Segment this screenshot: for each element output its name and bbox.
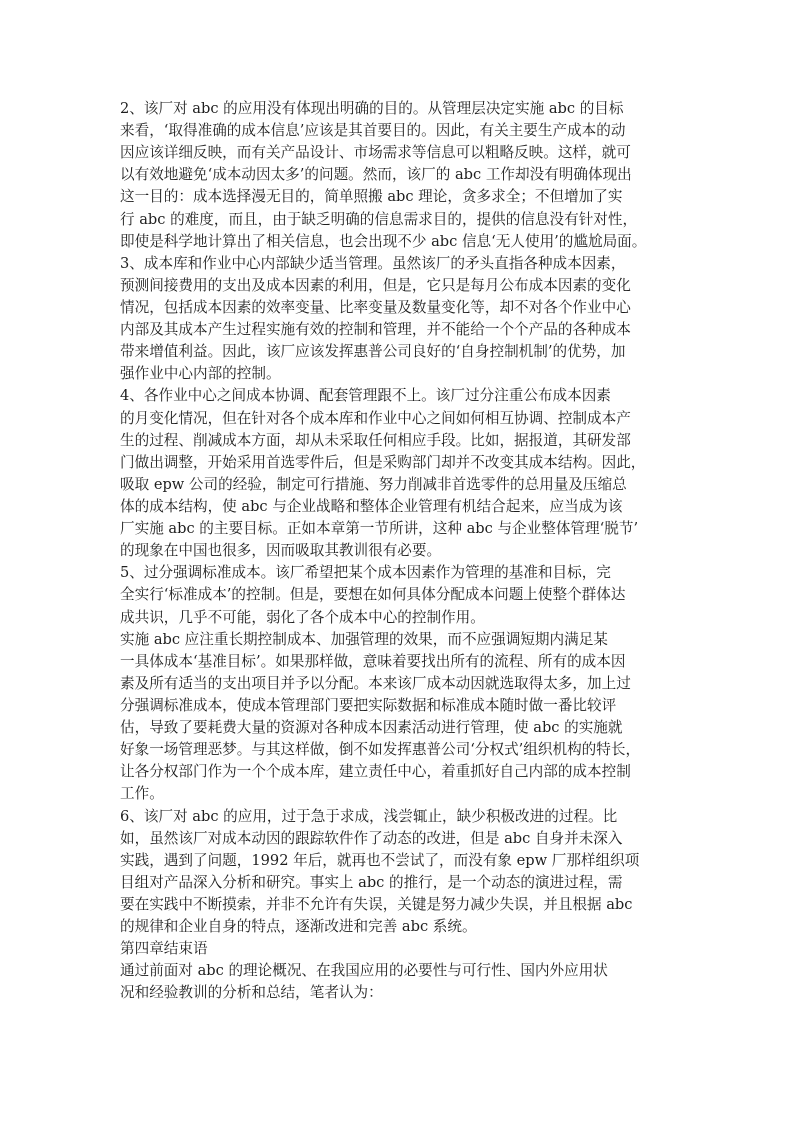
text-line: 要在实践中不断摸索，并非不允许有失误，关键是努力减少失误，并且根据 abc bbox=[120, 895, 633, 913]
text-line: 吸取 epw 公司的经验，制定可行措施、努力削减非首选零件的总用量及压缩总 bbox=[120, 475, 627, 493]
text-line: 行 abc 的难度，而且，由于缺乏明确的信息需求目的，提供的信息没有针对性， bbox=[120, 210, 638, 228]
text-line: 一具体成本‘基准目标’。如果那样做，意味着要找出所有的流程、所有的成本因 bbox=[120, 652, 626, 670]
text-line: 素及所有适当的支出项目并予以分配。本来该厂成本动因就选取得太多，加上过 bbox=[120, 674, 631, 692]
text-line: 的现象在中国也很多，因而吸取其教训很有必要。 bbox=[120, 542, 442, 560]
text-line: 内部及其成本产生过程实施有效的控制和管理，并不能给一个个产品的各种成本 bbox=[120, 321, 631, 339]
text-line: 预测间接费用的支出及成本因素的利用，但是，它只是每月公布成本因素的变化 bbox=[120, 276, 631, 294]
text-line: 目组对产品深入分析和研究。事实上 abc 的推行，是一个动态的演进过程，需 bbox=[120, 873, 623, 891]
text-line: 强作业中心内部的控制。 bbox=[120, 365, 281, 383]
text-line: 况和经验教训的分析和总结，笔者认为： bbox=[120, 984, 383, 1002]
text-line: 估，导致了要耗费大量的资源对各种成本因素活动进行管理，使 abc 的实施就 bbox=[120, 719, 623, 737]
text-line: 体的成本结构，使 abc 与企业战略和整体企业管理有机结合起来，应当成为该 bbox=[120, 497, 623, 515]
text-line: 生的过程、削减成本方面，却从未采取任何相应手段。比如，据报道，其研发部 bbox=[120, 431, 631, 449]
chapter-heading: 第四章结束语 bbox=[120, 940, 208, 958]
text-line: 的月变化情况，但在针对各个成本库和作业中心之间如何相互协调、控制成本产 bbox=[120, 409, 631, 427]
text-line: 厂实施 abc 的主要目标。正如本章第一节所讲，这种 abc 与企业整体管理‘脱节’ bbox=[120, 520, 639, 538]
text-line: 6、该厂对 abc 的应用，过于急于求成，浅尝辄止，缺少积极改进的过程。比 bbox=[120, 807, 618, 825]
text-line: 分强调标准成本，使成本管理部门要把实际数据和标准成本随时做一番比较评 bbox=[120, 696, 617, 714]
text-line: 通过前面对 abc 的理论概况、在我国应用的必要性与可行性、国内外应用状 bbox=[120, 962, 608, 980]
text-line: 门做出调整，开始采用首选零件后，但是采购部门却并不改变其成本结构。因此， bbox=[120, 453, 646, 471]
text-line: 3、成本库和作业中心内部缺少适当管理。虽然该厂的矛头直指各种成本因素， bbox=[120, 254, 626, 272]
text-line: 的规律和企业自身的特点，逐渐改进和完善 abc 系统。 bbox=[120, 918, 477, 936]
text-line: 好象一场管理恶梦。与其这样做，倒不如发挥惠普公司‘分权式’组织机构的特长， bbox=[120, 741, 641, 759]
text-line: 带来增值利益。因此，该厂应该发挥惠普公司良好的‘自身控制机制’的优势，加 bbox=[120, 343, 626, 361]
text-line: 来看，‘取得准确的成本信息’应该是其首要目的。因此，有关主要生产成本的动 bbox=[120, 122, 626, 140]
text-line: 即使是科学地计算出了相关信息，也会出现不少 abc 信息‘无人使用’的尴尬局面。 bbox=[120, 232, 647, 250]
text-line: 全实行‘标准成本’的控制。但是，要想在如何具体分配成本问题上使整个群体达 bbox=[120, 586, 626, 604]
text-line: 成共识，几乎不可能，弱化了各个成本中心的控制作用。 bbox=[120, 608, 485, 626]
text-line: 这一目的：成本选择漫无目的，简单照搬 abc 理论，贪多求全；不但增加了实 bbox=[120, 188, 623, 206]
text-line: 工作。 bbox=[120, 785, 164, 803]
text-line: 让各分权部门作为一个个成本库，建立责任中心，着重抓好自己内部的成本控制 bbox=[120, 763, 631, 781]
text-line: 因应该详细反映，而有关产品设计、市场需求等信息可以粗略反映。这样，就可 bbox=[120, 144, 631, 162]
text-line: 实践，遇到了问题，1992 年后，就再也不尝试了，而没有象 epw 厂那样组织项 bbox=[120, 851, 640, 869]
text-line: 4、各作业中心之间成本协调、配套管理跟不上。该厂过分注重公布成本因素 bbox=[120, 387, 611, 405]
text-line: 5、过分强调标准成本。该厂希望把某个成本因素作为管理的基准和目标，完 bbox=[120, 564, 611, 582]
text-line: 2、该厂对 abc 的应用没有体现出明确的目的。从管理层决定实施 abc 的目标 bbox=[120, 100, 624, 117]
text-line: 以有效地避免‘成本动因太多’的问题。然而，该厂的 abc 工作却没有明确体现出 bbox=[120, 166, 632, 184]
text-line: 情况，包括成本因素的效率变量、比率变量及数量变化等，却不对各个作业中心 bbox=[120, 298, 631, 316]
text-line: 如，虽然该厂对成本动因的跟踪软件作了动态的改进，但是 abc 自身并未深入 bbox=[120, 829, 623, 847]
text-line: 实施 abc 应注重长期控制成本、加强管理的效果，而不应强调短期内满足某 bbox=[120, 630, 608, 648]
body-text bbox=[120, 98, 680, 1004]
